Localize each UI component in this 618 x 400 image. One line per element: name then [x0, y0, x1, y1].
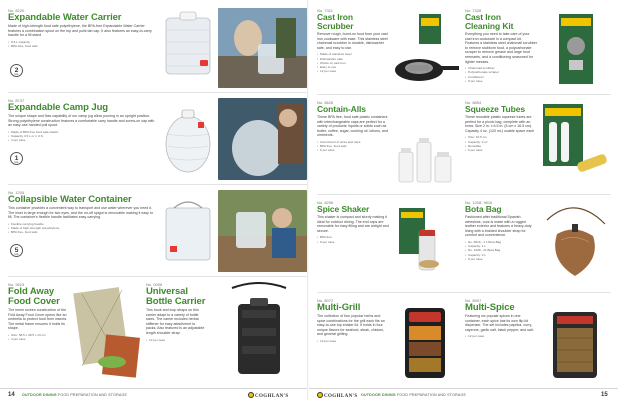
product-title: Collapsible Water Container — [8, 194, 132, 205]
multi-grill-image — [389, 298, 461, 384]
product-bullets — [317, 52, 389, 73]
bullet-item: • BPA free, food safe — [8, 230, 158, 234]
product-bullets — [465, 135, 537, 152]
product-universal-bottle-carrier — [146, 282, 206, 382]
product-fold-away-food-cover — [8, 282, 68, 382]
product-description: These reusable plastic squeeze tubes are perfect for a picnic bag, complete with an extra. Size 2 in. x 6.5 in. (5 cm x 16.5 cm). Capacity 4 oz. (120 mL) usable space each — [465, 115, 535, 133]
product-description: The unique shape and flow capability of our camp jug allow pouring in an upright position. Strong polyethylene construction features a comfortable carry handle and screw-on cap with an easy-use handed pull spout. — [8, 114, 155, 128]
bullet-item: • BPA free — [317, 235, 389, 239]
product-title: Multi-Grill — [317, 302, 361, 313]
section-title: OUTDOOR DINING FOOD PREPARATION AND STORAGE — [361, 393, 467, 397]
product-squeeze-tubes — [465, 100, 537, 190]
product-description: Remove rough, burnt-on food from your cast iron cookware with ease. This stainless steel chainmail scrubber is durable, dishwasher safe, and easy to use. — [317, 32, 388, 50]
bullet-item: • 8.6 L capacity — [8, 40, 158, 44]
product-bullets — [8, 333, 68, 341]
product-multi-spice — [465, 298, 537, 384]
divider — [8, 92, 307, 93]
bullet-item: • Capacity: 4 oz — [465, 140, 537, 144]
product-title: Squeeze Tubes — [465, 104, 525, 114]
bullet-item: • Made of high-strength polyethylene — [8, 226, 158, 230]
product-bullets — [465, 66, 537, 83]
bullet-item: • Dishwasher safe — [317, 57, 389, 61]
product-cast-iron-scrubber — [317, 8, 389, 90]
product-title: Multi-Spice — [465, 302, 515, 313]
spice-shaker-image — [389, 200, 461, 288]
bullet-item: • Flexible carrying handle — [8, 222, 158, 226]
product-sku: No. 7311 — [317, 8, 333, 13]
bullet-item: • 12 per case — [317, 339, 389, 343]
product-contain-alls — [317, 100, 389, 190]
contain-alls-image — [389, 100, 461, 190]
bullet-item: • Chainmail scrubber — [465, 66, 537, 70]
product-sku: No. 9623 — [8, 282, 25, 287]
bullet-item: • Capacity: 2 L — [465, 253, 537, 257]
product-title: Contain-Alls — [317, 104, 366, 114]
page-footer — [0, 388, 309, 400]
bottle-carrier-product-image — [212, 282, 307, 382]
water-carrier-lifestyle-photo — [218, 8, 307, 88]
product-sku: No. 1208, 9616 — [465, 200, 493, 205]
bullet-item: • Polycarbonate scraper — [465, 70, 537, 74]
product-sku: No. 8737 — [8, 98, 25, 103]
bota-bag-image — [539, 200, 611, 288]
bullet-item: • Conditioner — [465, 75, 537, 79]
product-sku: No. 8854 — [465, 100, 482, 105]
right-page — [309, 0, 618, 400]
product-multi-grill — [317, 298, 389, 384]
product-collapsible-water-container — [8, 190, 158, 250]
bullet-item: • No. 1208 - 2L Bota Bag — [465, 248, 537, 252]
bullet-item: • 6 per case — [317, 148, 389, 152]
product-description: The mesh screen construction of the Fold Away Food Cover opens like an umbrella to protect food from insects. The metal frame ensures it holds its shape. — [8, 308, 68, 331]
bullet-item: • 12 per case — [146, 338, 206, 342]
squeeze-tubes-image — [539, 100, 611, 190]
product-description: This container provides a convenient way to transport and use water wherever you need it. The inset in large enough for two eyes, and the on-off spigot is removable making it easy to fill. The container's flexible handle facilitates easy carrying. — [8, 206, 153, 220]
water-container-product-image — [160, 190, 216, 272]
bullet-item: • Reusable — [465, 144, 537, 148]
bullet-item: • Size: 16.5 cm — [465, 135, 537, 139]
bullet-item: • No. 9616 - 1 L Bota Bag — [465, 240, 537, 244]
divider — [317, 94, 611, 95]
page-footer — [309, 388, 618, 400]
bullet-item: • Assortment of sizes and caps — [317, 140, 389, 144]
product-sku: No. 1205 — [8, 190, 25, 195]
product-title: Fold Away Food Cover — [8, 286, 60, 307]
capacity-badge: 1 GAL — [10, 152, 23, 165]
capacity-badge: 2 GAL — [10, 64, 23, 77]
product-sku: No. 8626 — [317, 100, 334, 105]
divider — [8, 276, 307, 277]
product-bullets — [465, 334, 537, 338]
bullet-item: • 12 per case — [317, 69, 389, 73]
product-sku: No. 8256 — [317, 200, 334, 205]
brand-logo: COGHLAN'S — [248, 392, 289, 399]
product-bullets — [8, 130, 158, 143]
water-container-lifestyle-photo — [218, 190, 307, 272]
multi-spice-image — [539, 298, 611, 384]
product-description: The collection of four popular herbs and spice combinations for the grill each fits an easy-to-use top shaker lid. It holds in four unique flavors for seafood, steak, chicken, and general grilling. — [317, 314, 385, 337]
divider — [317, 292, 611, 293]
product-bullets — [146, 338, 206, 342]
product-title: Expandable Water Carrier — [8, 12, 122, 23]
bullet-item: • Size: 38.5 x 38.5 x 13 cm — [8, 333, 68, 337]
bullet-item: • Works on cast iron — [317, 61, 389, 65]
camp-jug-product-image — [160, 98, 216, 180]
product-title: Spice Shaker — [317, 204, 370, 214]
product-bullets — [465, 240, 537, 261]
product-sku: No. 8907 — [465, 298, 482, 303]
brand-logo-icon — [317, 392, 323, 398]
product-bullets — [8, 40, 158, 48]
product-expandable-water-carrier — [8, 8, 158, 68]
product-cast-iron-cleaning-kit — [465, 8, 537, 90]
bullet-item: • 6 per case — [465, 257, 537, 261]
page-number: 15 — [601, 392, 608, 398]
product-title: Cast Iron Scrubber — [317, 12, 354, 31]
divider — [8, 184, 307, 185]
product-bota-bag — [465, 200, 537, 288]
bullet-item: • 6 per case — [317, 240, 389, 244]
product-title: Bota Bag — [465, 204, 502, 214]
capacity-badge: 5 GAL — [10, 244, 23, 257]
product-sku: No. 0006 — [146, 282, 163, 287]
product-sku: No. 8072 — [317, 298, 334, 303]
bullet-item: • Easy to use — [317, 65, 389, 69]
product-title: Expandable Camp Jug — [8, 102, 108, 113]
bullet-item: • Capacity: 1 L — [465, 244, 537, 248]
product-bullets — [317, 235, 389, 243]
product-expandable-camp-jug — [8, 98, 158, 158]
bullet-item: • 12 per case — [465, 334, 537, 338]
product-bullets — [317, 140, 389, 153]
product-description: This hook and loop straps on this carrier adapt to a variety of bottle sizes. The carrier includes herbal stiffener for easy attachment to packs. Also featured is an adjustable length shoulder strap. — [146, 308, 205, 335]
product-description: Featuring six popular spices in one container, each spice has its own flip-lid dispenser. The set includes paprika, curry, cayenne, garlic salt, black pepper, and salt. — [465, 314, 534, 332]
product-bullets — [8, 222, 158, 235]
camp-jug-lifestyle-photo — [218, 98, 307, 180]
product-title: Universal Bottle Carrier — [146, 286, 206, 307]
water-carrier-product-image — [160, 8, 216, 88]
bullet-item: • BPA free, food safe — [317, 144, 389, 148]
section-title: OUTDOOR DINING FOOD PREPARATION AND STORAGE — [22, 393, 128, 397]
cast-iron-scrubber-image — [389, 8, 461, 90]
product-description: Made of high-strength food safe polyethylene, the BPA-free Expandable Water Carrier features a combination spout on the top and pulls tab cap. It also features an easy-to-carry handle for a fill stand — [8, 24, 152, 38]
bullet-item: • 6 per case — [465, 79, 537, 83]
brand-logo-icon — [248, 392, 254, 398]
bullet-item: • Made of stainless steel — [317, 52, 389, 56]
bullet-item: • BPA-free, food safe — [8, 44, 158, 48]
product-description: These BPA free, food safe plastic containers with interchangeable caps are perfect for a variety of products: liquids or solids such as butter, coffee, sugar, cooking oil, lotions, and ointments. — [317, 115, 388, 138]
product-bullets — [317, 339, 389, 343]
divider — [317, 194, 611, 195]
cast-iron-kit-image — [539, 8, 611, 90]
product-spice-shaker — [317, 200, 389, 288]
bullet-item: • 6 per case — [465, 148, 537, 152]
product-title: Cast Iron Cleaning Kit — [465, 12, 514, 31]
product-sku: No. 7328 — [465, 8, 482, 13]
food-cover-product-image — [72, 282, 142, 382]
product-description: Everything you need to take care of your cast iron cookware in a compact kit. Features a stainless steel chainmail scrubber to remove stubborn food, a polycarbonate scraper to remove grease and large food remnants, and a conditioning seasoned for lighter messes. — [465, 32, 537, 64]
brand-logo: COGHLAN'S — [317, 392, 358, 399]
product-description: Fashioned after traditional Spanish wineskins, ours is made with a rugged leather exterior and features a heavy-duty lining with a braided shoulder strap for comfort and convenience. — [465, 215, 532, 238]
bullet-item: • 4 per case — [8, 337, 68, 341]
bullet-item: • 4 per case — [8, 138, 158, 142]
bullet-item: • Made of BPA free food safe plastic — [8, 130, 158, 134]
product-sku: No. 8220 — [8, 8, 25, 13]
bullet-item: • Capacity 4.5 L or 1 U.S. — [8, 134, 158, 138]
page-number: 14 — [8, 392, 15, 398]
product-description: This shaker is compact and sturdy making it ideal for outdoor dining. The end caps are removable for easy filling and are airtight and secure. — [317, 215, 389, 233]
